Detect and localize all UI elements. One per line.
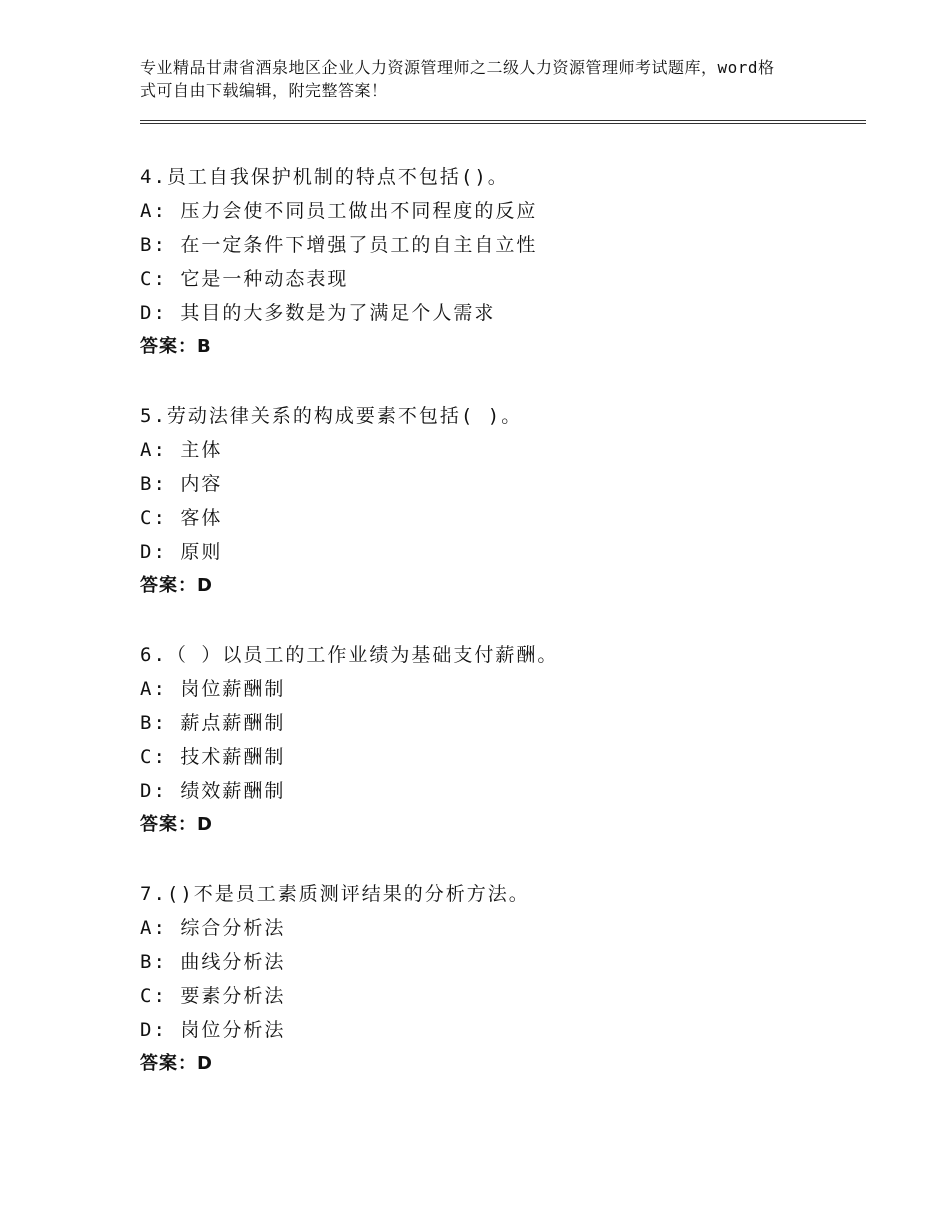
answer-line: 答案：B bbox=[140, 336, 212, 357]
option-b: B: 曲线分析法 bbox=[140, 951, 286, 973]
question-block bbox=[140, 638, 860, 842]
question-block bbox=[140, 160, 860, 364]
option-c: C: 技术薪酬制 bbox=[140, 746, 286, 768]
option-c: C: 它是一种动态表现 bbox=[140, 268, 349, 290]
question-stem: 5.劳动法律关系的构成要素不包括( )。 bbox=[140, 405, 523, 427]
question-stem: 4.员工自我保护机制的特点不包括()。 bbox=[140, 166, 509, 188]
option-b: B: 在一定条件下增强了员工的自主自立性 bbox=[140, 234, 538, 256]
option-c: C: 要素分析法 bbox=[140, 985, 286, 1007]
option-a: A: 岗位薪酬制 bbox=[140, 678, 286, 700]
option-b: B: 内容 bbox=[140, 473, 223, 495]
option-d: D: 其目的大多数是为了满足个人需求 bbox=[140, 302, 496, 324]
option-d: D: 岗位分析法 bbox=[140, 1019, 286, 1041]
header-divider bbox=[140, 120, 866, 124]
question-stem: 7.()不是员工素质测评结果的分析方法。 bbox=[140, 883, 530, 905]
option-a: A: 综合分析法 bbox=[140, 917, 286, 939]
page-header: 专业精品甘肃省酒泉地区企业人力资源管理师之二级人力资源管理师考试题库，word格式可自由下载编辑，附完整答案！ bbox=[140, 58, 775, 100]
question-block bbox=[140, 877, 860, 1081]
option-c: C: 客体 bbox=[140, 507, 223, 529]
question-block bbox=[140, 399, 860, 603]
answer-line: 答案：D bbox=[140, 814, 213, 835]
question-stem: 6.（ ）以员工的工作业绩为基础支付薪酬。 bbox=[140, 644, 559, 666]
option-a: A: 压力会使不同员工做出不同程度的反应 bbox=[140, 200, 538, 222]
answer-line: 答案：D bbox=[140, 575, 213, 596]
option-d: D: 原则 bbox=[140, 541, 223, 563]
option-d: D: 绩效薪酬制 bbox=[140, 780, 286, 802]
answer-line: 答案：D bbox=[140, 1053, 213, 1074]
option-b: B: 薪点薪酬制 bbox=[140, 712, 286, 734]
option-a: A: 主体 bbox=[140, 439, 223, 461]
